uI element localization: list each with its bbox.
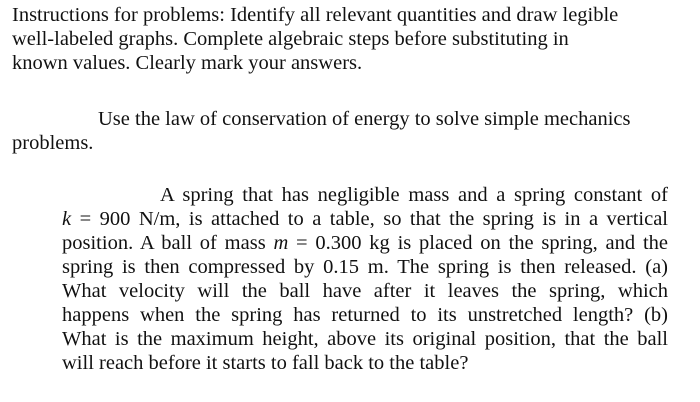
instructions-line-1: Instructions for problems: Identify all relevant quantities and draw legible	[12, 4, 619, 26]
problem-line-8: will reach before it starts to fall back to the table?	[62, 352, 469, 374]
objective-line-2: problems.	[12, 132, 94, 154]
problem-line-2-text: = 900 N/m, is attached to a table, so that the spring is in a vertical	[71, 208, 668, 230]
problem-paragraph	[62, 183, 668, 375]
problem-line-4: spring is then compressed by 0.15 m. The spring is then released. (a)	[62, 256, 668, 278]
problem-line-2	[62, 207, 668, 231]
objective-line-1: Use the law of conservation of energy to solve simple mechanics	[98, 108, 631, 130]
spring-constant-symbol: k	[62, 208, 72, 230]
problem-line-3-pre: position. A ball of mass	[62, 232, 274, 254]
problem-line-5: What velocity will the ball have after it leaves the spring, which	[62, 280, 668, 302]
mass-symbol: m	[273, 232, 289, 254]
problem-line-7: What is the maximum height, above its original position, that the ball	[62, 328, 668, 350]
instructions-line-3: known values. Clearly mark your answers.	[12, 52, 363, 74]
problem-line-6: happens when the spring has returned to its unstretched length? (b)	[62, 304, 668, 326]
instructions-line-2: well-labeled graphs. Complete algebraic steps before substituting in	[12, 28, 569, 50]
objective-paragraph	[12, 107, 692, 155]
problem-line-3	[62, 231, 668, 255]
problem-line-3-post: = 0.300 kg is placed on the spring, and the	[288, 232, 668, 254]
problem-line-1: A spring that has negligible mass and a spring constant of	[160, 184, 668, 206]
instructions-paragraph	[12, 3, 692, 75]
